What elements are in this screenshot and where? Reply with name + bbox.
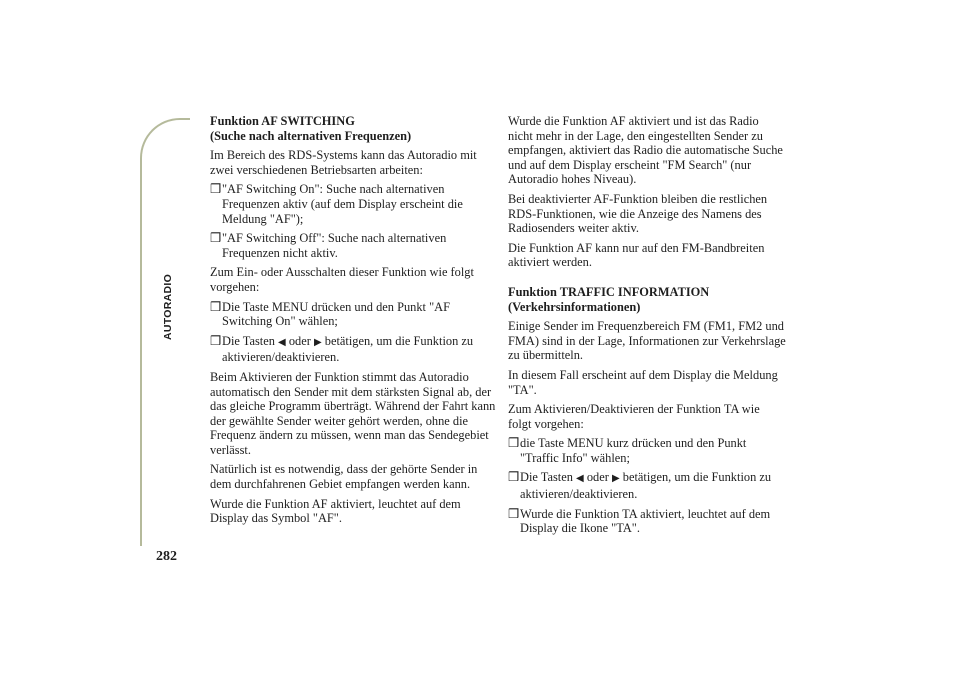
paragraph: Die Funktion AF kann nur auf den FM-Bandbreiten aktiviert werden. bbox=[508, 240, 765, 270]
list-item-text: die Taste MENU kurz drücken und den Punkt "Traffic Info" wählen; bbox=[520, 436, 747, 465]
arrow-left-icon: ◀ bbox=[278, 336, 286, 348]
list-item bbox=[210, 182, 500, 226]
bullet-box-icon: ❒ bbox=[508, 506, 520, 521]
heading-subline: (Verkehrsinformationen) bbox=[508, 299, 641, 314]
heading-line: Funktion TRAFFIC INFORMATION bbox=[508, 284, 710, 299]
heading-af-switching bbox=[210, 114, 500, 143]
list-item-text: oder bbox=[285, 333, 314, 348]
paragraph: Einige Sender im Frequenzbereich FM (FM1, FM2 und FMA) sind in der Lage, Informationen zur Verkehrslage zu übermitteln. bbox=[508, 319, 786, 363]
heading-traffic-information bbox=[508, 285, 786, 314]
list-item-text: Die Taste MENU drücken und den Punkt "AF Switching On" wählen; bbox=[222, 299, 450, 329]
bullet-box-icon: ❒ bbox=[508, 436, 520, 451]
list-item bbox=[210, 231, 500, 260]
list-item-text: Wurde die Funktion TA aktiviert, leuchtet auf dem Display die Ikone "TA". bbox=[520, 506, 771, 536]
section-label: AUTORADIO bbox=[162, 273, 174, 340]
list-item-text: betätigen, um die Funktion zu aktivieren/deaktivieren. bbox=[520, 470, 772, 502]
list-item bbox=[210, 300, 500, 329]
list-item-text: Die Tasten bbox=[520, 470, 577, 485]
list-item bbox=[210, 334, 500, 365]
bullet-box-icon: ❒ bbox=[210, 182, 222, 197]
paragraph: Zum Ein- oder Ausschalten dieser Funktion wie folgt vorgehen: bbox=[210, 265, 474, 294]
list-item-text: betätigen, um die Funktion zu aktivieren/deaktivieren. bbox=[222, 333, 474, 365]
page-number: 282 bbox=[156, 549, 177, 564]
heading-line: Funktion AF SWITCHING bbox=[210, 114, 355, 128]
paragraph: Wurde die Funktion AF aktiviert, leuchtet auf dem Display das Symbol "AF". bbox=[210, 496, 461, 526]
paragraph: Bei deaktivierter AF-Funktion bleiben die restlichen RDS-Funktionen, wie die Anzeige des Namens des Radiosenders weiter aktiv. bbox=[508, 191, 768, 236]
arrow-right-icon: ▶ bbox=[611, 473, 620, 485]
list-item bbox=[508, 507, 786, 536]
list-item-text: "AF Switching On": Suche nach alternativen Frequenzen aktiv (auf dem Display erscheint die Meldung "AF"); bbox=[222, 182, 463, 226]
list-item-text: oder bbox=[583, 470, 612, 485]
spacer bbox=[508, 275, 786, 285]
bullet-box-icon: ❒ bbox=[210, 299, 222, 314]
bullet-box-icon: ❒ bbox=[210, 333, 222, 348]
paragraph: Natürlich ist es notwendig, dass der gehörte Sender in dem durchfahrenen Gebiet empfangen werden kann. bbox=[210, 462, 478, 492]
paragraph: Zum Aktivieren/Deaktivieren der Funktion TA wie folgt vorgehen: bbox=[508, 402, 760, 431]
list-item-text: "AF Switching Off": Suche nach alternativen Frequenzen nicht aktiv. bbox=[222, 231, 447, 260]
list-item-text: Die Tasten bbox=[222, 333, 279, 348]
paragraph: In diesem Fall erscheint auf dem Display die Meldung "TA". bbox=[508, 367, 778, 397]
list-item bbox=[508, 436, 786, 465]
heading-subline: (Suche nach alternativen Frequenzen) bbox=[210, 128, 412, 143]
list-item bbox=[508, 470, 786, 501]
bullet-box-icon: ❒ bbox=[508, 470, 520, 485]
paragraph: Beim Aktivieren der Funktion stimmt das Autoradio automatisch den Sender mit dem stärksten Signal ab, der das gleiche Programm überträgt. Während der Fahrt kann der gewählte Sender weiter gehört werden, ohne die Frequenz ändern zu müssen, wenn man das Sendegebiet verlässt. bbox=[210, 369, 496, 457]
right-column bbox=[508, 114, 786, 541]
bullet-box-icon: ❒ bbox=[210, 231, 222, 246]
arrow-left-icon: ◀ bbox=[576, 473, 584, 485]
arrow-right-icon: ▶ bbox=[313, 336, 322, 348]
paragraph: Im Bereich des RDS-Systems kann das Autoradio mit zwei verschiedenen Betriebsarten arbeiten: bbox=[210, 148, 477, 177]
paragraph: Wurde die Funktion AF aktiviert und ist das Radio nicht mehr in der Lage, den eingestellten Sender zu empfangen, aktiviert das Radio die automatische Suche und auf dem Display erscheint "FM Search" (nur Autoradio hohes Niveau). bbox=[508, 114, 783, 187]
left-column bbox=[210, 114, 500, 531]
